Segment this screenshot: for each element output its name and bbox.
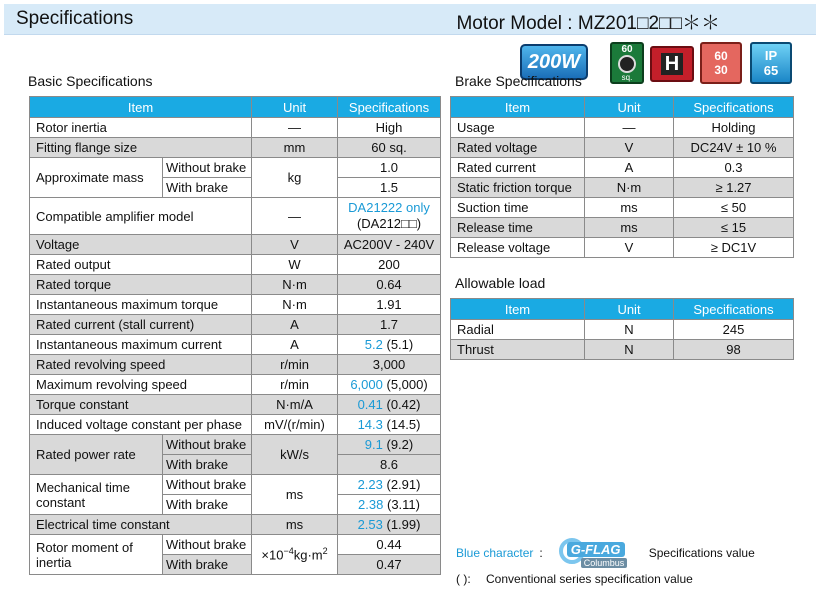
basic-specs-label: Basic Specifications [28, 73, 153, 89]
table-row: Release voltage V ≥ DC1V [451, 238, 794, 258]
table-row: Rated output W 200 [30, 255, 441, 275]
table-row: Release time ms ≤ 15 [451, 218, 794, 238]
title-bar [4, 4, 816, 35]
header-item: Item [451, 97, 585, 118]
table-row: With brake 8.6 [30, 455, 441, 475]
table-row: Instantaneous maximum current A 5.2 (5.1) [30, 335, 441, 355]
table-row: Instantaneous maximum torque N·m 1.91 [30, 295, 441, 315]
table-row: Rated voltage V DC24V ± 10 % [451, 138, 794, 158]
table-row: Usage — Holding [451, 118, 794, 138]
table-row: Thrust N 98 [451, 340, 794, 360]
table-row: Radial N 245 [451, 320, 794, 340]
table-row: Voltage V AC200V - 240V [30, 235, 441, 255]
motor-model: Motor Model : MZ201□2□□＊＊ [456, 13, 720, 34]
allowable-load-table [450, 298, 794, 360]
table-row: Rated revolving speed r/min 3,000 [30, 355, 441, 375]
table-row: Rated torque N·m 0.64 [30, 275, 441, 295]
table-row: Approximate mass Without brake kg 1.0 [30, 158, 441, 178]
legend-conventional: ( ): Conventional series specification value [456, 572, 693, 586]
power-200w-badge: 200W [520, 44, 588, 80]
legend-blue: Blue character : G-FLAG Columbus Specifications value [456, 536, 755, 570]
table-row: With brake 2.38 (3.11) [30, 495, 441, 515]
table-row: Rated current (stall current) A 1.7 [30, 315, 441, 335]
table-row: With brake 1.5 [30, 178, 441, 198]
table-row: Torque constant N·m/A 0.41 (0.42) [30, 395, 441, 415]
table-row: Fitting flange size mm 60 sq. [30, 138, 441, 158]
allowable-load-label: Allowable load [455, 275, 546, 291]
table-row: Suction time ms ≤ 50 [451, 198, 794, 218]
table-row: Electrical time constant ms 2.53 (1.99) [30, 515, 441, 535]
header-unit: Unit [585, 97, 674, 118]
table-row: Static friction torque N·m ≥ 1.27 [451, 178, 794, 198]
table-row: Maximum revolving speed r/min 6,000 (5,000) [30, 375, 441, 395]
page-title: Specifications [16, 8, 134, 29]
amplifier-conventional-value: (DA212□□) [356, 216, 422, 231]
table-row: Induced voltage constant per phase mV/(r/min) 14.3 (14.5) [30, 415, 441, 435]
basic-specs-table [29, 96, 441, 575]
brake-specs-label: Brake Specifications [455, 73, 582, 89]
g-flag-logo: G-FLAG Columbus [553, 536, 645, 570]
ip65-badge: IP 65 [750, 42, 792, 84]
table-row: Rated current A 0.3 [451, 158, 794, 178]
table-row: With brake 0.47 [30, 555, 441, 575]
disc-icon [618, 55, 636, 73]
header-specs: Specifications [338, 97, 441, 118]
amplifier-model-value: DA21222 only [348, 200, 430, 215]
header-unit: Unit [585, 299, 674, 320]
header-specs: Specifications [674, 299, 794, 320]
brake-specs-table [450, 96, 794, 258]
flange-60sq-badge: 60 sq. [610, 42, 644, 84]
header-unit: Unit [252, 97, 338, 118]
table-row: Compatible amplifier model — DA21222 only (DA212□□) [30, 198, 441, 235]
header-item: Item [30, 97, 252, 118]
table-row: Rated power rate Without brake kW/s 9.1 (9.2) [30, 435, 441, 455]
table-row: Rotor inertia — High [30, 118, 441, 138]
table-row: Mechanical time constant Without brake ms 2.23 (2.91) [30, 475, 441, 495]
high-inertia-badge: H [650, 46, 694, 82]
time-constant-badge: 60 30 [700, 42, 742, 84]
table-row: Rotor moment of inertia Without brake $\times 10^{-4}kg\cdot m^2$ 0.44 [30, 535, 441, 555]
header-specs: Specifications [674, 97, 794, 118]
header-item: Item [451, 299, 585, 320]
